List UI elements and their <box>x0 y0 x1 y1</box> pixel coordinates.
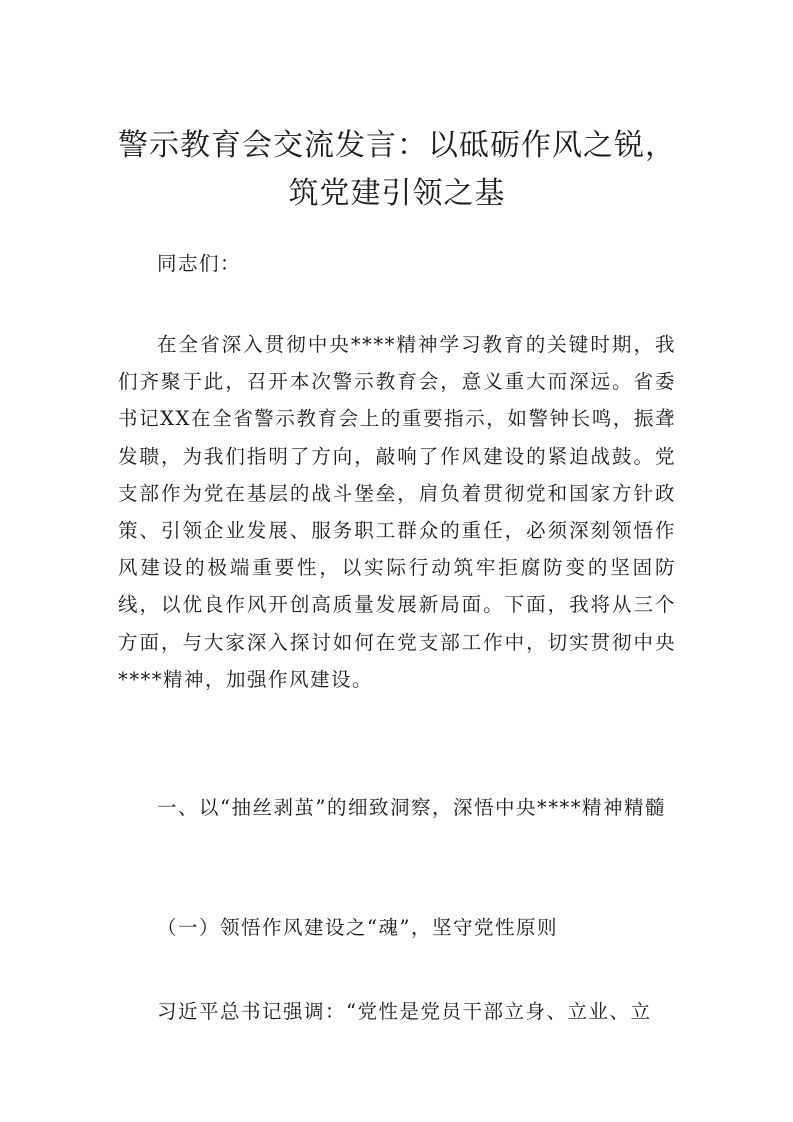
intro-paragraph: 在全省深入贯彻中央****精神学习教育的关键时期，我们齐聚于此，召开本次警示教育会，意义重大而深远。省委书记XX在全省警示教育会上的重要指示，如警钟长鸣，振聋发聩，为我们指明了方向，敲响了作风建设的紧迫战鼓。党支部作为党在基层的战斗堡垒，肩负着贯彻党和国家方针政策、引领企业发展、服务职工群众的重任，必须深刻领悟作风建设的极端重要性，以实际行动筑牢拒腐防变的坚固防线，以优良作风开创高质量发展新局面。下面，我将从三个方面，与大家深入探讨如何在党支部工作中，切实贯彻中央****精神，加强作风建设。 <box>118 333 676 691</box>
body-paragraph: 习近平总书记强调：“党性是党员干部立身、立业、立 <box>157 1000 652 1023</box>
salutation: 同志们： <box>157 252 242 275</box>
document-title: 警示教育会交流发言：以砥砺作风之锐，筑党建引领之基 <box>118 128 676 211</box>
section-heading-1: 一、以“抽丝剥茧”的细致洞察，深悟中央****精神精髓 <box>157 796 666 819</box>
subsection-heading-1: （一）领悟作风建设之“魂”，坚守党性原则 <box>157 916 558 939</box>
